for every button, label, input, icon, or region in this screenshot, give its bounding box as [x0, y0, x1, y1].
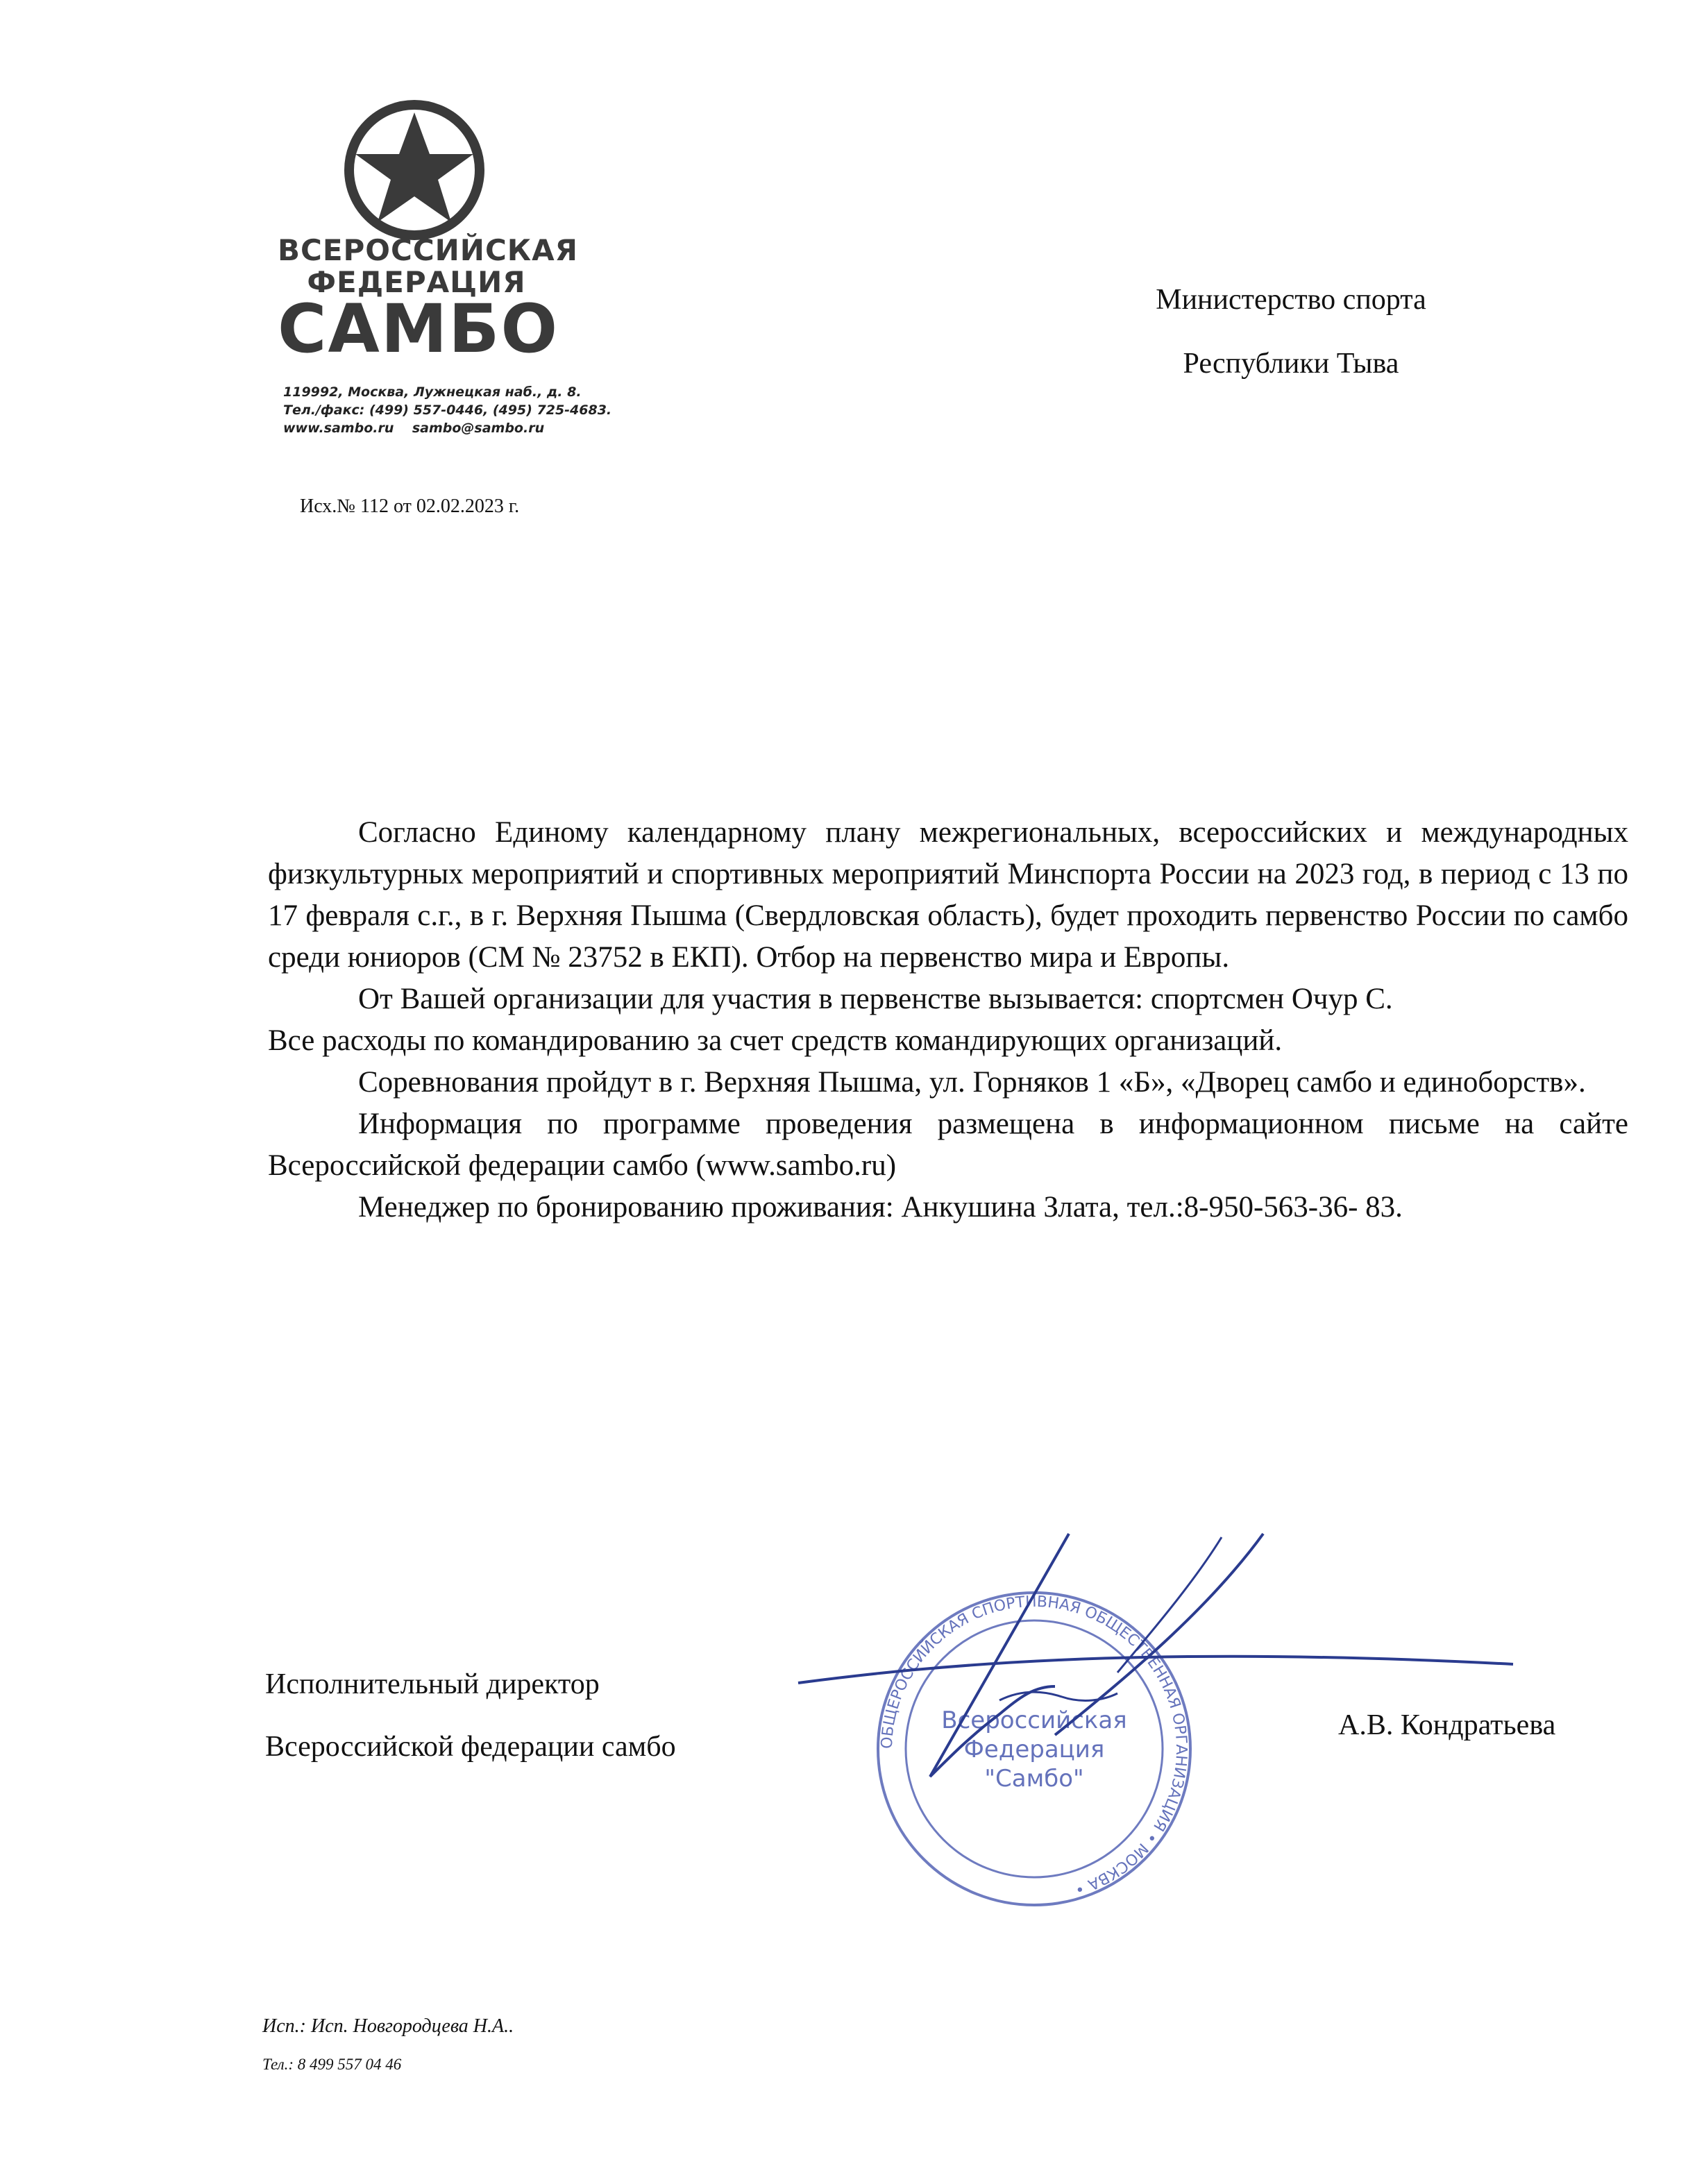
- signatory-title-line1: Исполнительный директор: [265, 1668, 600, 1700]
- org-name-line1: ВСЕРОССИЙСКАЯ: [278, 233, 578, 267]
- org-address: 119992, Москва, Лужнецкая наб., д. 8.: [283, 384, 582, 400]
- outgoing-reference: Исх.№ 112 от 02.02.2023 г.: [300, 496, 520, 517]
- svg-text:Федерация: Федерация: [963, 1736, 1105, 1763]
- executor-name: Исп.: Исп. Новгородцева Н.А..: [262, 2015, 514, 2037]
- paragraph-booking-manager: Менеджер по бронированию проживания: Анкушина Злата, тел.:8-950-563-36- 83.: [358, 1191, 1403, 1224]
- org-contacts: [283, 383, 644, 437]
- svg-text:"Самбо": "Самбо": [984, 1765, 1084, 1793]
- svg-text:Всероссийская: Всероссийская: [941, 1707, 1127, 1734]
- signatory-name: А.В. Кондратьева: [1338, 1709, 1556, 1741]
- signatory-title: [265, 1653, 676, 1778]
- org-web: www.sambo.ru sambo@sambo.ru: [283, 421, 545, 436]
- executor-phone: Тел.: 8 499 557 04 46: [262, 2056, 402, 2073]
- org-name-line3: САМБО: [278, 290, 559, 368]
- paragraph-venue: Соревнования пройдут в г. Верхняя Пышма, ул. Горняков 1 «Б», «Дворец самбо и единоборств».: [358, 1066, 1586, 1099]
- addressee: [1083, 268, 1499, 396]
- paragraph-participant: От Вашей организации для участия в первенстве вызывается: спортсмен Очур С.: [358, 983, 1393, 1015]
- letter-body: [268, 812, 1628, 1228]
- handwritten-signature: [791, 1527, 1582, 1804]
- paragraph-program-info: Информация по программе проведения размещена в информационном письме на сайте Всероссийской федерации самбо (www.sambo.ru): [268, 1108, 1628, 1182]
- star-in-circle-icon: [341, 97, 487, 243]
- addressee-line1: Министерство спорта: [1156, 284, 1426, 316]
- org-name-line2: ФЕДЕРАЦИЯ: [307, 265, 526, 299]
- signatory-title-line2: Всероссийской федерации самбо: [265, 1731, 676, 1763]
- paragraph-calendar: Согласно Единому календарному плану межрегиональных, всероссийских и международных физкультурных мероприятий и спортивных мероприятий Минспорта России на 2023 год, в период с 13 по 17 февраля с.г., в г. Верхняя Пышма (Свердловская область), будет проходить первенство России по самбо среди юниоров (СМ № 23752 в ЕКП). Отбор на первенство мира и Европы.: [268, 816, 1628, 974]
- org-phone: Тел./факс: (499) 557-0446, (495) 725-4683.: [283, 403, 612, 418]
- addressee-line2: Республики Тыва: [1183, 348, 1399, 380]
- svg-text:ОБЩЕРОССИЙСКАЯ СПОРТИВНАЯ ОБЩЕ: ОБЩЕРОССИЙСКАЯ СПОРТИВНАЯ ОБЩЕСТВЕННАЯ ОРГАНИЗАЦИЯ • МОСКВА •: [878, 1593, 1190, 1899]
- paragraph-expenses: Все расходы по командированию за счет средств командирующих организаций.: [268, 1024, 1283, 1057]
